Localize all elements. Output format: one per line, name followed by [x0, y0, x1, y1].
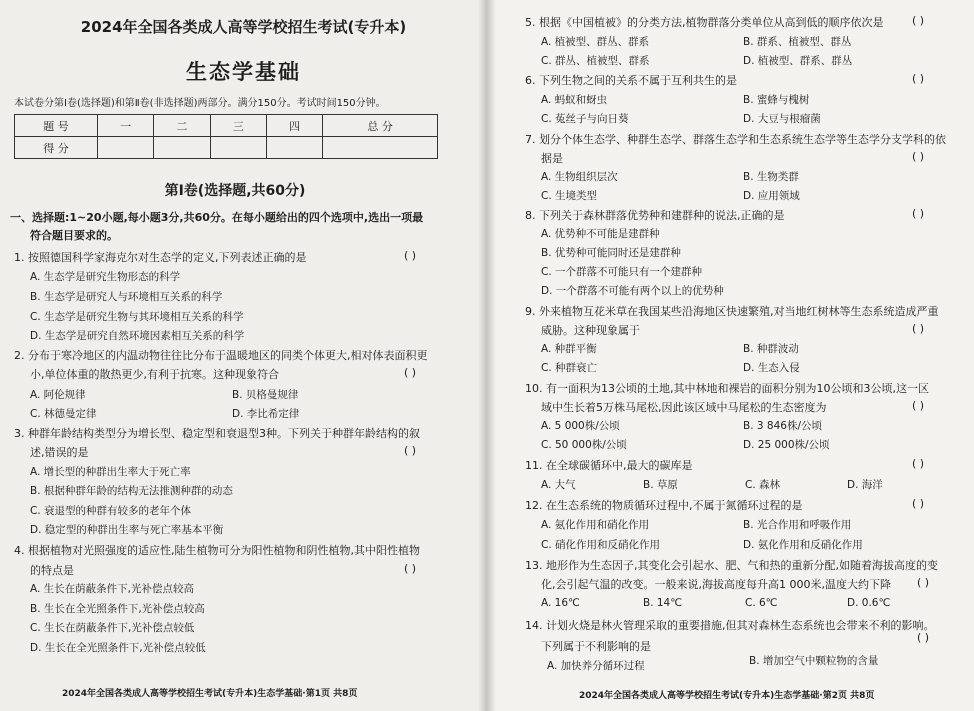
answer-paren: ( ): [912, 150, 925, 163]
score-cell: [154, 137, 210, 159]
option: A. 种群平衡: [541, 343, 597, 355]
option: A. 蚂蚁和蚜虫: [541, 94, 608, 106]
option: C. 硝化作用和反硝化作用: [541, 539, 661, 551]
answer-paren: ( ): [912, 72, 925, 85]
option: B. 生态学是研究人与环境相互关系的科学: [30, 291, 223, 303]
question-stem: 10. 有一面积为13公顷的土地,其中林地和裸岩的面积分别为10公顷和3公顷,这一区: [525, 382, 929, 395]
option: A. 生态学是研究生物形态的科学: [30, 271, 181, 283]
option: D. 植被型、群系、群丛: [743, 55, 853, 67]
question-stem: 域中生长着5万株马尾松,因此该区域中马尾松的生态密度为: [541, 401, 827, 414]
option: C. 群丛、植被型、群系: [541, 55, 650, 67]
answer-paren: ( ): [917, 576, 930, 589]
instruction-line: 符合题目要求的。: [30, 229, 118, 242]
question-stem: 的特点是: [30, 564, 74, 577]
answer-paren: ( ): [404, 562, 417, 575]
answer-paren: ( ): [912, 399, 925, 412]
question-stem: 5. 根据《中国植被》的分类方法,植物群落分类单位从高到低的顺序依次是: [525, 16, 884, 29]
option: A. 植被型、群丛、群系: [541, 36, 650, 48]
question-stem: 14. 计划火烧是林火管理采取的重要措施,但其对森林生态系统也会带来不利的影响。: [525, 619, 935, 632]
subject-title: 生态学基础: [186, 60, 301, 84]
option: A. 阿伦规律: [30, 389, 86, 401]
option: C. 林德曼定律: [30, 408, 97, 420]
score-table-header: [15, 115, 438, 137]
question-stem: 威胁。这种现象属于: [541, 324, 640, 337]
option: B. 14℃: [643, 597, 683, 609]
answer-paren: ( ): [912, 14, 925, 27]
exam-note: 本试卷分第Ⅰ卷(选择题)和第Ⅱ卷(非选择题)两部分。满分150分。考试时间150分钟。: [14, 98, 386, 109]
score-header-cell: 题 号: [15, 115, 98, 137]
option: B. 群系、植被型、群丛: [743, 36, 852, 48]
score-header-cell: 四: [266, 115, 322, 137]
score-header-cell: 三: [210, 115, 266, 137]
page-footer: 2024年全国各类成人高等学校招生考试(专升本)生态学基础·第1页 共8页: [62, 689, 358, 699]
answer-paren: ( ): [404, 366, 417, 379]
option: A. 氨化作用和硝化作用: [541, 519, 650, 531]
section-instructions: [10, 209, 450, 245]
question-stem: 下列属于不利影响的是: [541, 640, 651, 653]
option: B. 草原: [643, 479, 678, 491]
option: C. 一个群落不可能只有一个建群种: [541, 266, 703, 278]
option: B. 增加空气中颗粒物的含量: [749, 655, 879, 667]
option: B. 光合作用和呼吸作用: [743, 519, 852, 531]
option: B. 生物类群: [743, 171, 799, 183]
question-stem: 6. 下列生物之间的关系不属于互利共生的是: [525, 74, 737, 87]
option: A. 生长在荫蔽条件下,光补偿点较高: [30, 583, 195, 595]
answer-paren: ( ): [912, 207, 925, 220]
question-stem: 2. 分布于寒冷地区的内温动物往往比分布于温暖地区的同类个体更大,相对体表面积更: [14, 349, 428, 362]
question-stem: 9. 外来植物互花米草在我国某些沿海地区快速繁殖,对当地红树林等生态系统造成严重: [525, 305, 939, 318]
answer-paren: ( ): [912, 497, 925, 510]
option: C. 生长在荫蔽条件下,光补偿点较低: [30, 622, 195, 634]
right-page: [487, 0, 974, 711]
option: C. 森林: [745, 479, 781, 491]
question-stem: 11. 在全球碳循环中,最大的碳库是: [525, 459, 693, 472]
option: C. 6℃: [745, 597, 778, 609]
option: B. 贝格曼规律: [232, 389, 299, 401]
option: A. 优势种不可能是建群种: [541, 228, 660, 240]
score-row-label: 得 分: [15, 137, 98, 159]
question-stem: 4. 根据植物对光照强度的适应性,陆生植物可分为阳性植物和阴性植物,其中阳性植物: [14, 544, 420, 557]
score-table-row: [15, 137, 438, 159]
option: D. 稳定型的种群出生率与死亡率基本平衡: [30, 524, 224, 536]
option: A. 5 000株/公顷: [541, 420, 620, 432]
answer-paren: ( ): [912, 322, 925, 335]
answer-paren: ( ): [917, 631, 930, 644]
option: A. 生物组织层次: [541, 171, 618, 183]
question-stem: 13. 地形作为生态因子,其变化会引起水、肥、气和热的重新分配,如随着海拔高度的变: [525, 559, 938, 572]
option: C. 生态学是研究生物与其环境相互关系的科学: [30, 311, 244, 323]
option: B. 种群波动: [743, 343, 799, 355]
exam-title: 2024年全国各类成人高等学校招生考试(专升本): [80, 18, 407, 36]
book-gutter: [478, 0, 496, 711]
option: D. 一个群落不可能有两个以上的优势种: [541, 285, 724, 297]
score-cell: [266, 137, 322, 159]
option: D. 海洋: [847, 479, 883, 491]
instruction-line: 一、选择题:1~20小题,每小题3分,共60分。在每小题给出的四个选项中,选出一项最: [10, 211, 424, 224]
option: A. 16℃: [541, 597, 580, 609]
score-header-cell: 一: [98, 115, 154, 137]
question-stem: 8. 下列关于森林群落优势种和建群种的说法,正确的是: [525, 209, 785, 222]
option: D. 0.6℃: [847, 597, 891, 609]
question-stem: 小,单位体重的散热更少,有利于抗寒。这种现象符合: [30, 368, 279, 381]
question-stem: 化,会引起气温的改变。一般来说,海拔高度每升高1 000米,温度大约下降: [541, 578, 891, 591]
question-stem: 述,错误的是: [30, 446, 89, 459]
answer-paren: ( ): [404, 249, 417, 262]
option: D. 生长在全光照条件下,光补偿点较低: [30, 642, 206, 654]
answer-paren: ( ): [912, 457, 925, 470]
question-stem: 据是: [541, 152, 563, 165]
option: C. 生境类型: [541, 190, 598, 202]
score-cell: [210, 137, 266, 159]
option: B. 3 846株/公顷: [743, 420, 822, 432]
question-stem: 7. 划分个体生态学、种群生态学、群落生态学和生态系统生态学等生态学分支学科的依: [525, 133, 946, 146]
score-cell: [323, 137, 438, 159]
question-stem: 12. 在生态系统的物质循环过程中,不属于氮循环过程的是: [525, 499, 803, 512]
question-stem: 1. 按照德国科学家海克尔对生态学的定义,下列表述正确的是: [14, 251, 307, 264]
option: D. 生态学是研究自然环境因素相互关系的科学: [30, 330, 245, 342]
option: D. 李比希定律: [232, 408, 300, 420]
option: C. 菟丝子与向日葵: [541, 113, 629, 125]
option: A. 大气: [541, 479, 576, 491]
option: D. 氨化作用和反硝化作用: [743, 539, 863, 551]
option: C. 50 000株/公顷: [541, 439, 627, 451]
answer-paren: ( ): [404, 444, 417, 457]
part-one-title: 第Ⅰ卷(选择题,共60分): [164, 183, 306, 199]
option: A. 加快养分循环过程: [547, 660, 645, 672]
option: D. 应用领域: [743, 190, 800, 202]
score-cell: [98, 137, 154, 159]
option: C. 种群衰亡: [541, 362, 598, 374]
question-stem: 3. 种群年龄结构类型分为增长型、稳定型和衰退型3种。下列关于种群年龄结构的叙: [14, 427, 420, 440]
option: D. 生态入侵: [743, 362, 800, 374]
option: B. 生长在全光照条件下,光补偿点较高: [30, 603, 205, 615]
score-header-cell: 二: [154, 115, 210, 137]
page-footer: 2024年全国各类成人高等学校招生考试(专升本)生态学基础·第2页 共8页: [579, 691, 875, 701]
option: D. 大豆与根瘤菌: [743, 113, 821, 125]
option: B. 根据种群年龄的结构无法推测种群的动态: [30, 485, 233, 497]
score-header-cell: 总 分: [323, 115, 438, 137]
option: D. 25 000株/公顷: [743, 439, 830, 451]
option: C. 衰退型的种群有较多的老年个体: [30, 505, 192, 517]
option: B. 优势种可能同时还是建群种: [541, 247, 681, 259]
option: B. 蜜蜂与槐树: [743, 94, 810, 106]
score-table: [14, 114, 438, 159]
option: A. 增长型的种群出生率大于死亡率: [30, 466, 191, 478]
